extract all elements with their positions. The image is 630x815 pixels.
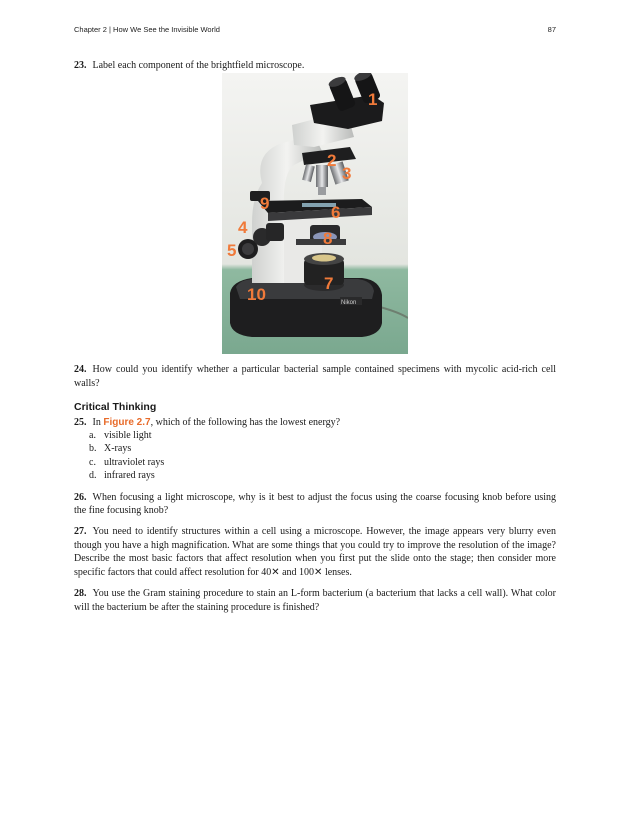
label-6: 6 [331,203,341,223]
chapter-title: Chapter 2 | How We See the Invisible World [74,25,220,34]
question-24 [74,363,556,390]
page-content [74,59,556,614]
question-text: You use the Gram staining procedure to stain an L-form bacterium (a bacterium that lacks a cell wall). What color will the bacterium be after the staining procedure is finished? [74,588,556,613]
option-d: d. infrared rays [89,470,155,482]
answer-options [74,429,556,483]
question-text-suffix: , which of the following has the lowest energy? [150,416,341,428]
figure-link[interactable]: Figure 2.7 [103,416,151,428]
label-2: 2 [327,151,337,171]
label-7: 7 [324,274,334,294]
question-text: How could you identify whether a particular bacterial sample contained specimens with mycolic acid-rich cell walls? [74,364,556,389]
question-number: 24. [74,364,87,376]
microscope-figure [222,73,408,354]
question-text: You need to identify structures within a cell using a microscope. However, the image appears very blurry even though you have a high magnification. What are some things that you could try to improve the resolution of the image? Describe the most basic factors that affect resolution when you first put the slide onto the stage; then consider more specific factors that could affect resolution for 40✕ and 100✕ lenses. [74,526,556,578]
label-10: 10 [247,285,266,305]
option-a: a. visible light [89,430,152,442]
question-27 [74,525,556,579]
question-number: 28. [74,588,87,600]
label-1: 1 [368,90,378,110]
question-number: 25. [74,416,87,428]
question-text: When focusing a light microscope, why is it best to adjust the focus using the coarse focusing knob before using the fine focusing knob? [74,491,556,517]
question-number: 23. [74,60,87,71]
label-9: 9 [260,194,270,214]
option-c: c. ultraviolet rays [89,456,165,468]
label-4: 4 [238,218,248,238]
label-3: 3 [342,164,352,184]
label-5: 5 [227,241,237,261]
question-23 [74,59,556,72]
microscope-photo [222,73,408,354]
brand-label: Nikon [341,300,357,307]
question-25 [74,416,556,429]
question-26 [74,491,556,518]
section-heading: Critical Thinking [74,401,157,414]
option-b: b. X-rays [89,443,132,455]
question-text-prefix: In [92,416,104,428]
question-text: Label each component of the brightfield microscope. [92,60,305,71]
question-number: 27. [74,526,87,538]
question-number: 26. [74,491,87,503]
label-8: 8 [323,229,333,249]
question-28 [74,587,556,614]
page-number: 87 [547,25,556,34]
